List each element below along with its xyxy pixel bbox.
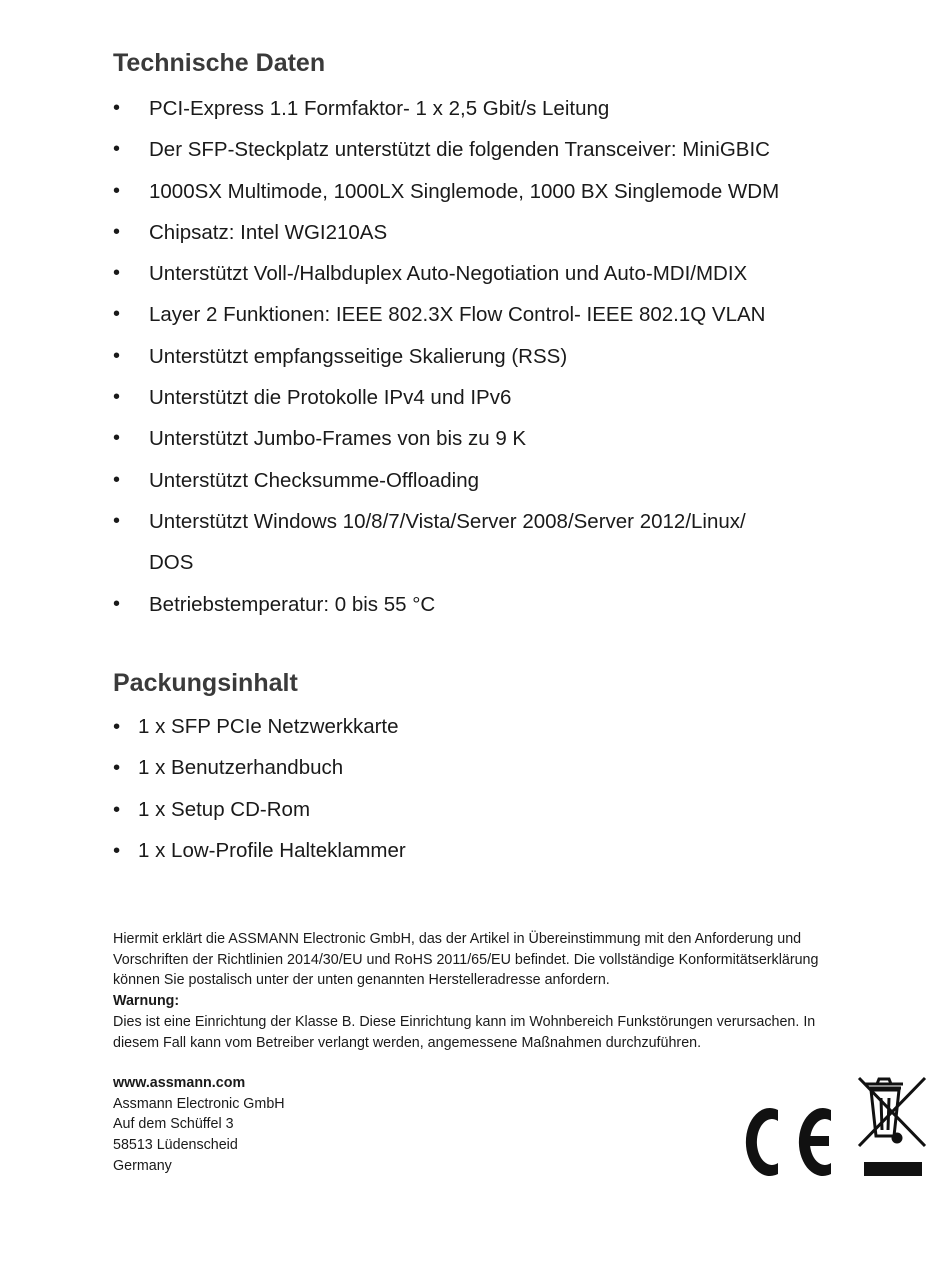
- website-link[interactable]: www.assmann.com: [113, 1075, 246, 1091]
- warning-text: Dies ist eine Einrichtung der Klasse B. Diese Einrichtung kann im Wohnbereich Funkstörungen verursachen. In diesem Fall kann vom Betreiber verlangt werden, angemessene Maßnahmen durchzuführen.: [113, 1013, 816, 1051]
- bullet: •: [113, 303, 121, 326]
- bullet: •: [113, 468, 121, 491]
- list-item-text: Chipsatz: Intel WGI210AS: [149, 220, 388, 244]
- list-item: [113, 171, 843, 212]
- declaration-text: Hiermit erklärt die ASSMANN Electronic GmbH, das der Artikel in Übereinstimmung mit den Anforderung und Vorschriften der Richtlinien 2014/30/EU und RoHS 2011/65/EU befindet. Die vollständige Konformitätserklärung können Sie postalisch unter der unten genannten Herstelleradresse anfordern.: [113, 931, 819, 989]
- bullet: •: [113, 509, 121, 532]
- list-item: [113, 377, 843, 418]
- list-item-text: Unterstützt Windows 10/8/7/Vista/Server 2008/Server 2012/Linux/: [149, 509, 746, 533]
- list-item: [113, 294, 843, 335]
- list-item-text: 1 x SFP PCIe Netzwerkkarte: [138, 715, 399, 738]
- marks-svg: [731, 1072, 931, 1182]
- list-item: [113, 88, 843, 129]
- bullet: •: [113, 138, 121, 161]
- bullet: •: [113, 97, 121, 119]
- technical-data-list: [113, 88, 843, 625]
- list-item: [113, 706, 406, 747]
- list-item: [113, 501, 843, 584]
- bullet: •: [113, 592, 121, 615]
- list-item-text: 1 x Benutzerhandbuch: [138, 756, 344, 780]
- warning-label: Warnung:: [113, 993, 180, 1010]
- list-item-text: Der SFP-Steckplatz unterstützt die folgenden Transceiver: MiniGBIC: [149, 138, 770, 162]
- list-item: [113, 336, 843, 377]
- conformity-declaration: [113, 929, 843, 1053]
- bullet: •: [113, 344, 121, 367]
- certification-marks: [731, 1072, 931, 1182]
- package-contents-list: [113, 706, 406, 871]
- list-item: [113, 747, 406, 788]
- technical-data-heading: Technische Daten: [113, 49, 326, 77]
- bullet: •: [113, 220, 121, 243]
- list-item-text: 1 x Setup CD-Rom: [138, 797, 311, 821]
- list-item: [113, 212, 843, 253]
- country: Germany: [113, 1157, 172, 1174]
- list-item: [113, 418, 843, 459]
- list-item: [113, 253, 843, 294]
- list-item-text: 1 x Low-Profile Halteklammer: [138, 838, 406, 862]
- list-item: [113, 830, 406, 871]
- bullet: •: [113, 838, 121, 862]
- list-item-text: PCI-Express 1.1 Formfaktor- 1 x 2,5 Gbit/s Leitung: [149, 97, 610, 120]
- bullet: •: [113, 386, 121, 409]
- list-item-text: Betriebstemperatur: 0 bis 55 °C: [149, 592, 436, 616]
- bullet: •: [113, 797, 121, 821]
- list-item: [113, 460, 843, 501]
- bullet: •: [113, 179, 121, 202]
- list-item-text: Unterstützt Voll-/Halbduplex Auto-Negotiation und Auto-MDI/MDIX: [149, 262, 748, 286]
- manufacturer-address: [113, 1073, 285, 1177]
- crossed-out-wheelie-bin-icon: [859, 1078, 925, 1146]
- bullet: •: [113, 715, 121, 738]
- bullet: •: [113, 427, 121, 450]
- bullet: •: [113, 756, 121, 780]
- street: Auf dem Schüffel 3: [113, 1116, 234, 1133]
- weee-bar: [864, 1162, 922, 1176]
- city: 58513 Lüdenscheid: [113, 1137, 238, 1154]
- list-item-text: Unterstützt die Protokolle IPv4 und IPv6: [149, 386, 512, 410]
- bullet: •: [113, 262, 121, 285]
- list-item: [113, 584, 843, 625]
- list-item-text: Unterstützt Jumbo-Frames von bis zu 9 K: [149, 427, 527, 451]
- list-item-text: Layer 2 Funktionen: IEEE 802.3X Flow Control- IEEE 802.1Q VLAN: [149, 303, 766, 327]
- company-name: Assmann Electronic GmbH: [113, 1095, 285, 1112]
- package-contents-heading: Packungsinhalt: [113, 669, 298, 697]
- list-item-text: 1000SX Multimode, 1000LX Singlemode, 1000 BX Singlemode WDM: [149, 179, 780, 203]
- list-item: [113, 789, 406, 830]
- ce-mark-icon: [746, 1108, 831, 1176]
- list-item: [113, 129, 843, 170]
- list-item-text: Unterstützt empfangsseitige Skalierung (RSS): [149, 344, 568, 368]
- list-item-continuation: DOS: [149, 551, 194, 575]
- list-item-text: Unterstützt Checksumme-Offloading: [149, 468, 480, 492]
